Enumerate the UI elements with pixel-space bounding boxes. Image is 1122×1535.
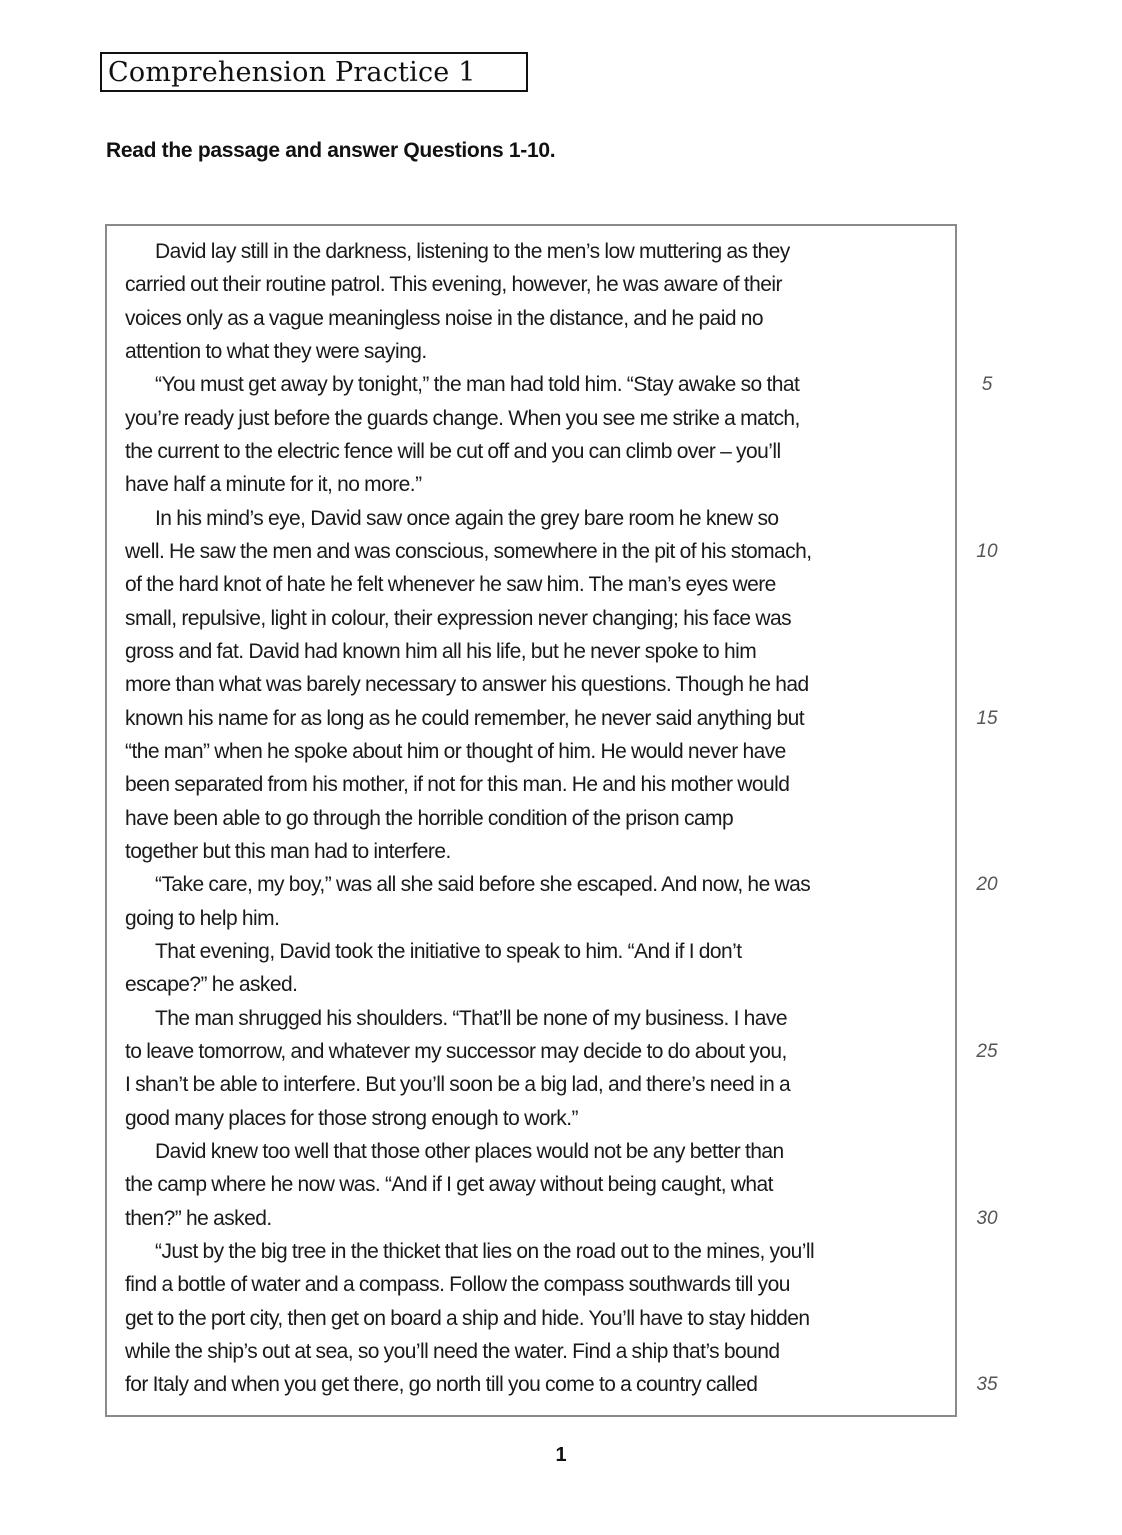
- passage-line: been separated from his mother, if not for this man. He and his mother would: [125, 773, 790, 797]
- passage-line: find a bottle of water and a compass. Follow the compass southwards till you: [125, 1273, 790, 1297]
- passage-line: carried out their routine patrol. This evening, however, he was aware of their: [125, 273, 782, 297]
- line-number: 10: [976, 541, 998, 562]
- passage-line: voices only as a vague meaningless noise in the distance, and he paid no: [125, 306, 764, 330]
- passage-line: more than what was barely necessary to answer his questions. Though he had: [125, 673, 809, 697]
- passage-line: David knew too well that those other places would not be any better than: [155, 1139, 784, 1163]
- passage-line: In his mind’s eye, David saw once again the grey bare room he knew so: [155, 506, 779, 530]
- passage-line: small, repulsive, light in colour, their expression never changing; his face was: [125, 606, 792, 630]
- passage-line: David lay still in the darkness, listening to the men’s low muttering as they: [155, 240, 790, 263]
- page-title: Comprehension Practice 1: [100, 52, 528, 92]
- passage-line: “Take care, my boy,” was all she said before she escaped. And now, he was: [155, 873, 811, 897]
- passage-line: together but this man had to interfere.: [125, 839, 451, 863]
- passage-line: the current to the electric fence will be cut off and you can climb over – you’ll: [125, 440, 781, 463]
- line-number: 30: [976, 1207, 998, 1229]
- passage-line: known his name for as long as he could remember, he never said anything but: [125, 706, 805, 730]
- passage-line: escape?” he asked.: [125, 973, 298, 997]
- passage-line: “You must get away by tonight,” the man had told him. “Stay awake so that: [155, 373, 800, 397]
- passage-line: the camp where he now was. “And if I get away without being caught, what: [125, 1173, 773, 1197]
- instruction-text: Read the passage and answer Questions 1-10.: [106, 139, 556, 162]
- passage-line: you’re ready just before the guards change. When you see me strike a match,: [125, 406, 800, 430]
- line-number: 20: [976, 874, 998, 896]
- line-number: 35: [976, 1374, 998, 1396]
- passage-line: of the hard knot of hate he felt whenever he saw him. The man’s eyes were: [125, 573, 776, 597]
- passage-line: going to help him.: [125, 906, 280, 930]
- passage-line: good many places for those strong enough to work.”: [125, 1106, 578, 1130]
- passage-line: “the man” when he spoke about him or thought of him. He would never have: [125, 740, 786, 763]
- line-number: 5: [981, 374, 993, 396]
- passage-line: That evening, David took the initiative to speak to him. “And if I don’t: [155, 939, 742, 963]
- line-number: 15: [976, 707, 998, 729]
- passage-line: have been able to go through the horrible condition of the prison camp: [125, 806, 734, 830]
- passage-line: I shan’t be able to interfere. But you’ll soon be a big lad, and there’s need in a: [125, 1073, 791, 1097]
- passage-line: while the ship’s out at sea, so you’ll need the water. Find a ship that’s bound: [125, 1339, 780, 1363]
- passage-line: “Just by the big tree in the thicket that lies on the road out to the mines, you’ll: [155, 1239, 815, 1263]
- passage-line: well. He saw the men and was conscious, somewhere in the pit of his stomach,: [125, 540, 812, 563]
- passage-line: attention to what they were saying.: [125, 340, 427, 363]
- passage-line: for Italy and when you get there, go north till you come to a country called: [125, 1373, 758, 1397]
- line-number: 25: [976, 1040, 998, 1062]
- passage-line: to leave tomorrow, and whatever my successor may decide to do about you,: [125, 1039, 787, 1063]
- passage-line: get to the port city, then get on board a ship and hide. You’ll have to stay hidden: [125, 1306, 810, 1330]
- passage-line: gross and fat. David had known him all his life, but he never spoke to him: [125, 640, 757, 663]
- passage-line: then?” he asked.: [125, 1206, 272, 1230]
- page-number: 1: [555, 1444, 567, 1466]
- passage-line: The man shrugged his shoulders. “That’ll be none of my business. I have: [155, 1006, 787, 1030]
- passage-line: have half a minute for it, no more.”: [125, 473, 422, 497]
